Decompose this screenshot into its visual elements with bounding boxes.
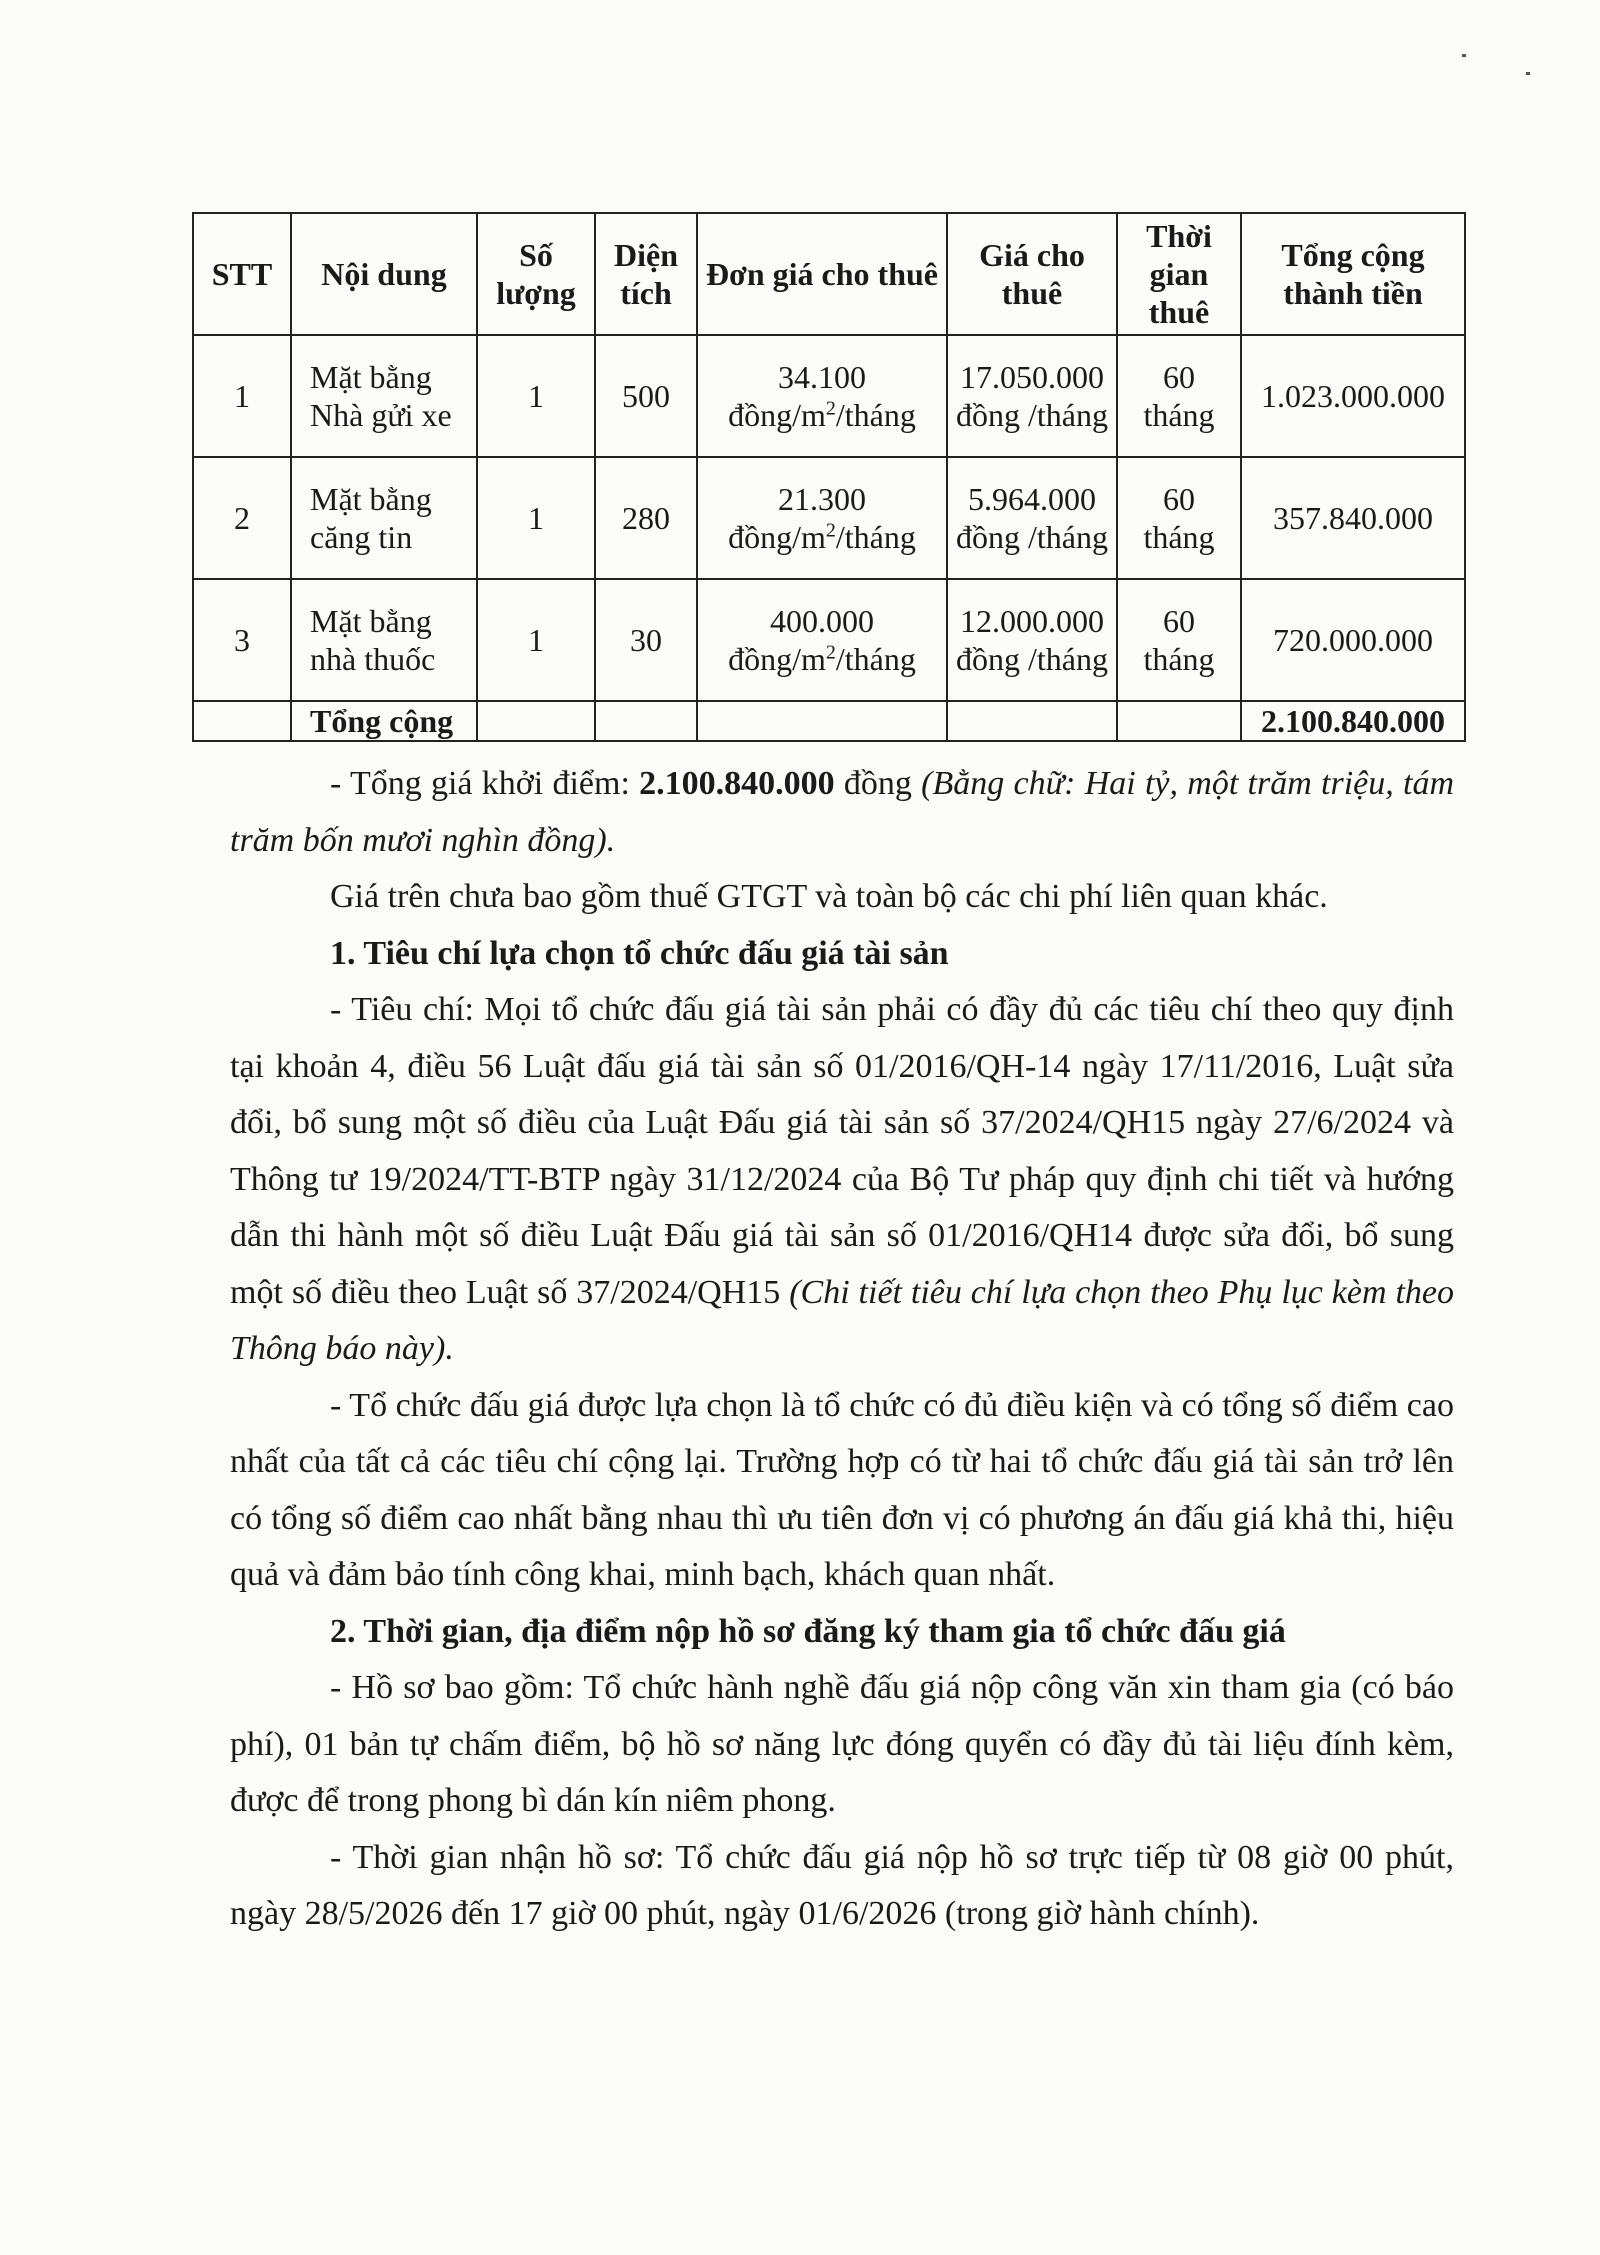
header-noi-dung: Nội dung: [291, 213, 477, 335]
cell-so-luong: 1: [477, 335, 595, 457]
table-row: [193, 335, 1465, 457]
section-heading-2: 2. Thời gian, địa điểm nộp hồ sơ đăng ký tham gia tổ chức đấu giá: [330, 1612, 1286, 1650]
cell-noi-dung: Mặt bằng căng tin: [291, 457, 477, 579]
document-body: [230, 756, 1454, 1943]
submission-time-paragraph: - Thời gian nhận hồ sơ: Tổ chức đấu giá nộp hồ sơ trực tiếp từ 08 giờ 00 phút, ngày 28/5/2026 đến 17 giờ 00 phút, ngày 01/6/2026 (trong giờ hành chính).: [230, 1838, 1454, 1932]
cell-don-gia: 21.300 đồng/$m^2$/tháng: [697, 457, 947, 579]
cell-dien-tich: 280: [595, 457, 697, 579]
cell-gia-cho-thue: 5.964.000 đồng /tháng: [947, 457, 1117, 579]
header-thoi-gian: Thời gian thuê: [1117, 213, 1241, 335]
starting-price-paragraph: - Tổng giá khởi điểm: 2.100.840.000 đồng (Bằng chữ: Hai tỷ, một trăm triệu, tám trăm bốn mươi nghìn đồng).: [230, 765, 1455, 859]
header-so-luong: Số lượng: [477, 213, 595, 335]
table-total-row: [193, 701, 1465, 741]
cell-total-empty: [947, 701, 1117, 741]
header-dien-tich: Diện tích: [595, 213, 697, 335]
cell-don-gia: 34.100 đồng/$m^2$/tháng: [697, 335, 947, 457]
cell-thanh-tien: 1.023.000.000: [1241, 335, 1465, 457]
cell-gia-cho-thue: 17.050.000 đồng /tháng: [947, 335, 1117, 457]
cell-thoi-gian: 60 tháng: [1117, 335, 1241, 457]
cell-thoi-gian: 60 tháng: [1117, 457, 1241, 579]
cell-stt: 2: [193, 457, 291, 579]
cell-total-label: Tổng cộng: [291, 701, 477, 741]
cell-noi-dung: Mặt bằng nhà thuốc: [291, 579, 477, 701]
rental-price-table: [192, 212, 1466, 742]
cell-so-luong: 1: [477, 579, 595, 701]
cell-gia-cho-thue: 12.000.000 đồng /tháng: [947, 579, 1117, 701]
cell-total-empty: [193, 701, 291, 741]
header-tong-cong: Tổng cộng thành tiền: [1241, 213, 1465, 335]
cell-noi-dung: Mặt bằng Nhà gửi xe: [291, 335, 477, 457]
cell-stt: 1: [193, 335, 291, 457]
header-gia-cho-thue: Giá cho thuê: [947, 213, 1117, 335]
selection-paragraph: - Tổ chức đấu giá được lựa chọn là tổ chức có đủ điều kiện và có tổng số điểm cao nhất của tất cả các tiêu chí cộng lại. Trường hợp có từ hai tổ chức đấu giá tài sản trở lên có tổng số điểm cao nhất bằng nhau thì ưu tiên đơn vị có phương án đấu giá khả thi, hiệu quả và đảm bảo tính công khai, minh bạch, khách quan nhất.: [230, 1386, 1454, 1593]
cell-total-empty: [477, 701, 595, 741]
cell-total-empty: [697, 701, 947, 741]
cell-total-value: 2.100.840.000: [1241, 701, 1465, 741]
cell-thoi-gian: 60 tháng: [1117, 579, 1241, 701]
cell-total-empty: [1117, 701, 1241, 741]
dossier-paragraph: - Hồ sơ bao gồm: Tổ chức hành nghề đấu giá nộp công văn xin tham gia (có báo phí), 01 bản tự chấm điểm, bộ hồ sơ năng lực đóng quyển có đầy đủ tài liệu đính kèm, được để trong phong bì dán kín niêm phong.: [230, 1669, 1454, 1819]
table-header-row: [193, 213, 1465, 335]
header-stt: STT: [193, 213, 291, 335]
cell-don-gia: 400.000 đồng/$m^2$/tháng: [697, 579, 947, 701]
scan-speck: [1526, 72, 1530, 75]
table-row: [193, 579, 1465, 701]
table-row: [193, 457, 1465, 579]
cell-stt: 3: [193, 579, 291, 701]
cell-so-luong: 1: [477, 457, 595, 579]
cell-thanh-tien: 720.000.000: [1241, 579, 1465, 701]
section-heading-1: 1. Tiêu chí lựa chọn tổ chức đấu giá tài sản: [330, 934, 949, 972]
criteria-paragraph: - Tiêu chí: Mọi tổ chức đấu giá tài sản phải có đầy đủ các tiêu chí theo quy định tại khoản 4, điều 56 Luật đấu giá tài sản số 01/2016/QH-14 ngày 17/11/2016, Luật sửa đổi, bổ sung một số điều của Luật Đấu giá tài sản số 37/2024/QH15 ngày 27/6/2024 và Thông tư 19/2024/TT-BTP ngày 31/12/2024 của Bộ Tư pháp quy định chi tiết và hướng dẫn thi hành một số điều Luật Đấu giá tài sản số 01/2016/QH14 được sửa đổi, bổ sung một số điều theo Luật số 37/2024/QH15 (Chi tiết tiêu chí lựa chọn theo Phụ lục kèm theo Thông báo này).: [230, 991, 1454, 1367]
scan-speck: [1462, 54, 1466, 57]
cell-dien-tich: 500: [595, 335, 697, 457]
cell-dien-tich: 30: [595, 579, 697, 701]
cell-thanh-tien: 357.840.000: [1241, 457, 1465, 579]
vat-note-paragraph: Giá trên chưa bao gồm thuế GTGT và toàn bộ các chi phí liên quan khác.: [330, 878, 1328, 915]
cell-total-empty: [595, 701, 697, 741]
header-don-gia: Đơn giá cho thuê: [697, 213, 947, 335]
